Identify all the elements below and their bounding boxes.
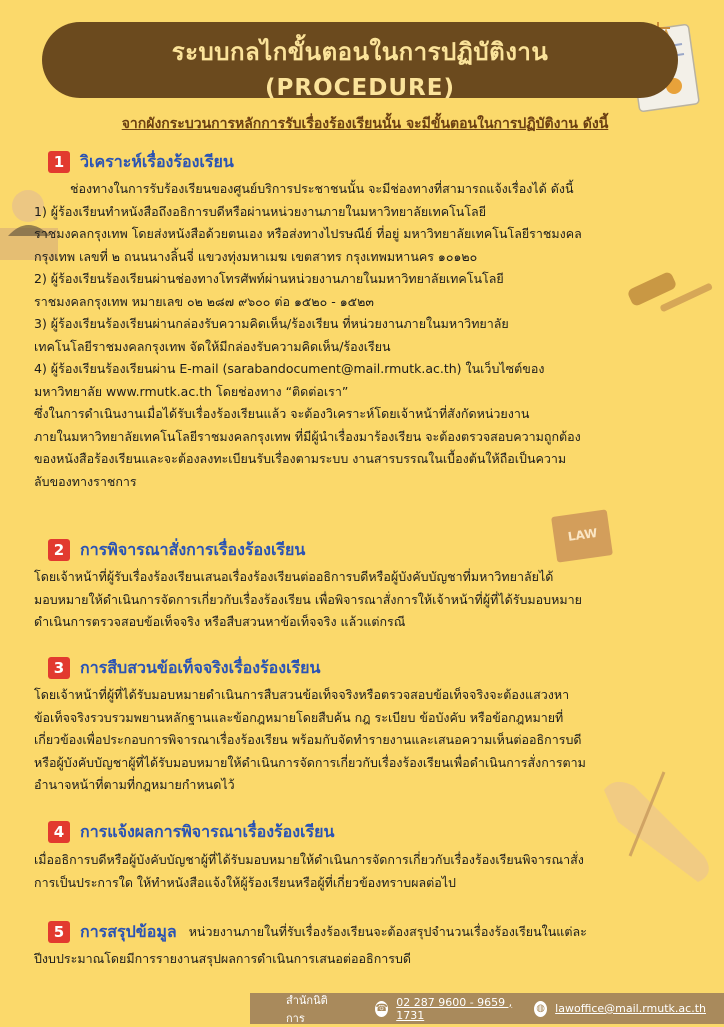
section-title: การแจ้งผลการพิจารณาเรื่องร้องเรียน xyxy=(80,821,335,841)
section-4-heading xyxy=(48,820,334,844)
section-5-inline-text: หน่วยงานภายในที่รับเรื่องร้องเรียนจะต้องสรุปจำนวนเรื่องร้องเรียนในแต่ละ xyxy=(188,924,587,939)
section-5-heading xyxy=(48,920,587,944)
section-2-body: โดยเจ้าหน้าที่ผู้รับเรื่องร้องเรียนเสนอเรื่องร้องเรียนต่ออธิการบดีหรือผู้บังคับบัญชาที่มหาวิทยาลัยได้ มอบหมายให้ดำเนินการจัดการเกี่ยวกับเรื่องร้องเรียน เพื่อพิจารณาสั่งการให้เจ้าหน้าที่ผู้ที่ได้รับมอบหมาย ดำเนินการตรวจสอบข้อเท็จจริง หรือสืบสวนหาข้อเท็จจริง แล้วแต่กรณี xyxy=(34,569,582,629)
section-number: 1 xyxy=(48,151,70,173)
section-1-heading xyxy=(48,150,234,174)
section-title: วิเคราะห์เรื่องร้องเรียน xyxy=(80,151,234,171)
footer-office: สำนักนิติการ xyxy=(286,993,328,1025)
page-subtitle: จากผังกระบวนการหลักการรับเรื่องร้องเรียนนั้น จะมีขั้นตอนในการปฏิบัติงาน ดังนี้ xyxy=(121,116,609,132)
section-1-body: ช่องทางในการรับร้องเรียนของศูนย์บริการประชาชนนั้น จะมีช่องทางที่สามารถแจ้งเรื่องได้ ดังนี้ 1) ผู้ร้องเรียนทำหนังสือถึงอธิการบดีหรือผ่านหน่วยงานภายในมหาวิทยาลัยเทคโนโลยี ราชมงคลกรุงเทพ โดยส่งหนังสือด้วยตนเอง หรือส่งทางไปรษณีย์ ที่อยู่ มหาวิทยาลัยเทคโนโลยีราชมงคล กรุงเทพ เลขที่ ๒ ถนนนางลิ้นจี่ แขวงทุ่งมหาเมฆ เขตสาทร กรุงเทพมหานคร ๑๐๑๒๐ 2) ผู้ร้องเรียนร้องเรียนผ่านช่องทางโทรศัพท์ผ่านหน่วยงานภายในมหาวิทยาลัยเทคโนโลยี ราชมงคลกรุงเทพ หมายเลข ๐๒ ๒๘๗ ๙๖๐๐ ต่อ ๑๕๒๐ - ๑๕๒๓ 3) ผู้ร้องเรียนร้องเรียนผ่านกล่องรับความคิดเห็น/ร้องเรียน ที่หน่วยงานภายในมหาวิทยาลัย เทคโนโลยีราชมงคลกรุงเทพ จัดให้มีกล่องรับความคิดเห็น/ร้องเรียน 4) ผู้ร้องเรียนร้องเรียนผ่าน E-mail (sarabandocument@mail.rmutk.ac.th) ในเว็บไซต์ของ มหาวิทยาลัย www.rmutk.ac.th โดยช่องทาง “ติดต่อเรา” ซึ่งในการดำเนินงานเมื่อได้รับเรื่องร้องเรียนแล้ว จะต้องวิเคราะห์โดยเจ้าหน้าที่สังกัดหน่วยงาน ภายในมหาวิทยาลัยเทคโนโลยีราชมงคลกรุงเทพ ที่มีผู้นำเรื่องมาร้องเรียน จะต้องตรวจสอบความถูกต้อง ของหนังสือร้องเรียนและจะต้องลงทะเบียนรับเรื่องตามระบบ งานสารบรรณในเบื้องต้นให้ถือเป็นความ ลับของทางราชการ xyxy=(34,181,582,489)
section-number: 3 xyxy=(48,657,70,679)
page-title: ระบบกลไกขั้นตอนในการปฏิบัติงาน xyxy=(171,38,549,66)
footer-email-link[interactable]: lawoffice@mail.rmutk.ac.th xyxy=(555,1002,706,1015)
section-number: 2 xyxy=(48,539,70,561)
law-book-illustration xyxy=(548,505,618,565)
section-number: 4 xyxy=(48,821,70,843)
section-2-heading xyxy=(48,538,305,562)
section-number: 5 xyxy=(48,921,70,943)
footer-phone[interactable]: 02 287 9600 - 9659 , 1731 xyxy=(396,995,513,1022)
globe-icon: ◍ xyxy=(534,1001,547,1017)
section-title: การสืบสวนข้อเท็จจริงเรื่องร้องเรียน xyxy=(80,657,321,677)
page-title-english: (PROCEDURE) xyxy=(265,75,455,101)
section-title: การสรุปข้อมูล xyxy=(80,921,177,941)
section-3-body: โดยเจ้าหน้าที่ผู้ที่ได้รับมอบหมายดำเนินการสืบสวนข้อเท็จจริงหรือตรวจสอบข้อเท็จจริงจะต้องแสวงหา ข้อเท็จจริงรวบรวมพยานหลักฐานและข้อกฎหมายโดยสืบค้น กฎ ระเบียบ ข้อบังคับ หรือข้อกฎหมายที่ เกี่ยวข้องเพื่อประกอบการพิจารณาเรื่องร้องเรียน พร้อมกับจัดทำรายงานและเสนอความเห็นต่ออธิการบดี หรือผู้บังคับบัญชาผู้ที่ได้รับมอบหมายให้ดำเนินการจัดการเกี่ยวกับเรื่องร้องเรียนเพื่อดำเนินการสั่งการตาม อำนาจหน้าที่ตามที่กฎหมายกำหนดไว้ xyxy=(34,687,586,792)
section-5-body: ปีงบประมาณโดยมีการรายงานสรุปผลการดำเนินการเสนอต่ออธิการบดี xyxy=(34,951,412,966)
law-book-label: LAW xyxy=(567,525,599,544)
phone-icon: ☎ xyxy=(375,1001,388,1017)
title-banner xyxy=(42,22,678,101)
section-title: การพิจารณาสั่งการเรื่องร้องเรียน xyxy=(80,539,306,559)
footer-bar xyxy=(250,993,724,1024)
section-4-body: เมื่ออธิการบดีหรือผู้บังคับบัญชาผู้ที่ได้รับมอบหมายให้ดำเนินการจัดการเกี่ยวกับเรื่องร้องเรียนพิจารณาสั่ง การเป็นประการใด ให้ทำหนังสือแจ้งให้ผู้ร้องเรียนหรือผู้ที่เกี่ยวข้องทราบผลต่อไป xyxy=(34,852,584,890)
section-3-heading xyxy=(48,656,320,680)
